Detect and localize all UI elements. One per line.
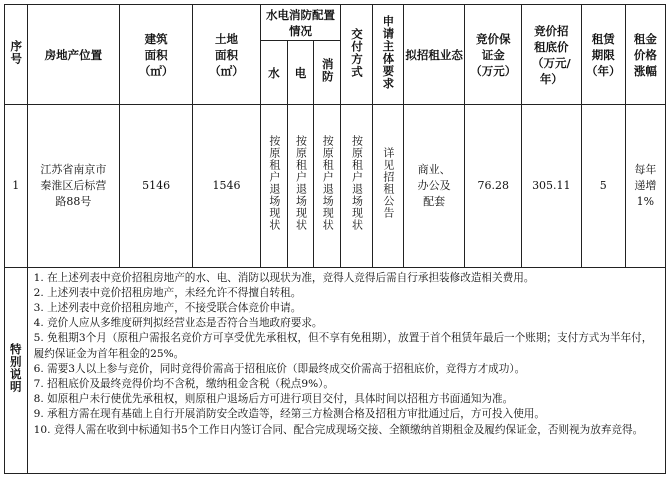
note-item: 2. 上述列表中竞价招租房地产，未经允许不得擅自转租。 xyxy=(33,286,302,299)
note-item: 1. 在上述列表中竞价招租房地产的水、电、消防以现状为准，竞得人竞得后需自行承担装修改造相关费用。 xyxy=(33,271,535,284)
note-item: 7. 招租底价及最终竞得价均不含税，缴纳租金含税（税点9%）。 xyxy=(33,377,335,390)
header-water: 水 xyxy=(260,41,287,105)
cell-electric: 按原租户退场现状 xyxy=(287,105,314,267)
header-rent-increase: 租金 价格 涨幅 xyxy=(625,5,665,105)
table-row xyxy=(5,105,666,267)
header-applicant: 申请主体要求 xyxy=(372,5,403,105)
note-item: 6. 需要3人以上参与竞价，同时竞得价需高于招租底价（即最终成交价需高于招租底价，竞得方才成功）。 xyxy=(33,362,526,375)
cell-location: 江苏省南京市秦淮区后标营路88号 xyxy=(27,105,120,267)
cell-lease-term: 5 xyxy=(581,105,625,267)
header-delivery: 交付方式 xyxy=(341,5,373,105)
notes-content xyxy=(27,267,665,473)
rental-table xyxy=(4,4,666,474)
header-land-area: 土地 面积 （㎡） xyxy=(193,5,261,105)
cell-rent-increase: 每年 递增 1% xyxy=(625,105,665,267)
cell-build-area: 5146 xyxy=(120,105,193,267)
note-item: 10. 竞得人需在收到中标通知书5个工作日内签订合同、配合完成现场交接、全额缴纳首期租金及履约保证金，否则视为放弃竞得。 xyxy=(33,423,644,436)
header-lease-term: 租赁 期限 （年） xyxy=(581,5,625,105)
header-reserve-price: 竞价招 租底价 （万元/ 年） xyxy=(522,5,582,105)
header-deposit: 竞价保 证金 （万元） xyxy=(465,5,522,105)
header-fire: 消防 xyxy=(314,41,341,105)
header-location: 房地产位置 xyxy=(27,5,120,105)
cell-business: 商业、 办公及 配套 xyxy=(403,105,465,267)
note-item: 3. 上述列表中竞价招租房地产，不接受联合体竞价申请。 xyxy=(33,301,302,314)
header-build-area: 建筑 面积 （㎡） xyxy=(120,5,193,105)
cell-applicant: 详见招租公告 xyxy=(372,105,403,267)
cell-fire: 按原租户退场现状 xyxy=(314,105,341,267)
note-item: 9. 承租方需在现有基础上自行开展消防安全改造等，经第三方检测合格及招租方审批通过后，方可投入使用。 xyxy=(33,408,545,421)
cell-water: 按原租户退场现状 xyxy=(260,105,287,267)
cell-land-area: 1546 xyxy=(193,105,261,267)
cell-delivery: 按原租户退场现状 xyxy=(341,105,373,267)
note-item: 5. 免租期3个月（原租户需报名竞价方可享受优先承租权，但不享有免租期），放置于首个租赁年最后一个账期；支付方式为半年付，履约保证金为首年租金的25%。 xyxy=(33,332,653,360)
cell-reserve-price: 305.11 xyxy=(522,105,582,267)
cell-deposit: 76.28 xyxy=(465,105,522,267)
header-electric: 电 xyxy=(287,41,314,105)
notes-row xyxy=(5,267,666,473)
header-utility-group: 水电消防配置 情况 xyxy=(260,5,340,41)
note-item: 4. 竞价人应从多维度研判拟经营业态是否符合当地政府要求。 xyxy=(33,317,323,330)
note-item: 8. 如原租户未行使优先承租权，则原租户退场后方可进行项目交付，具体时间以招租方书面通知为准。 xyxy=(33,393,514,406)
header-business: 拟招租业态 xyxy=(403,5,465,105)
header-seq: 序号 xyxy=(5,5,28,105)
cell-seq: 1 xyxy=(5,105,28,267)
notes-label: 特别说明 xyxy=(5,267,28,473)
